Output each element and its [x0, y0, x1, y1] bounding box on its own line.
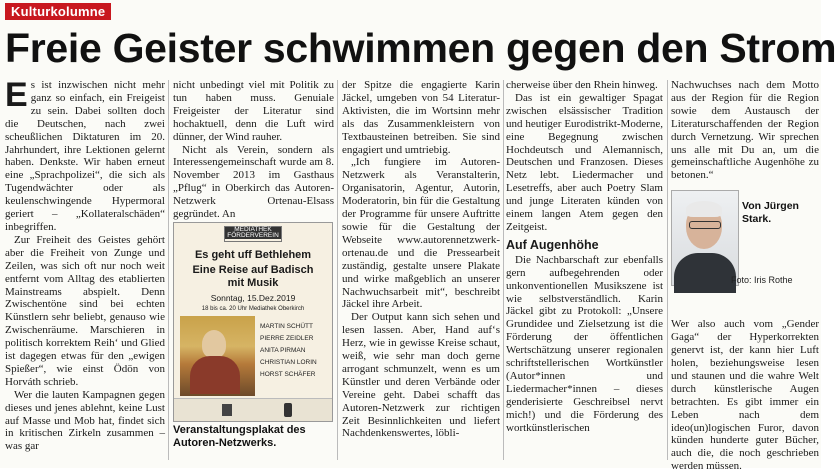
paragraph: Der Output kann sich sehen und lesen lassen. Aber, Hand auf‘s Herz, wie in gewisse Kreise schaut, weiß, wie sehr man doch gerne arrogant schmunzelt, wenn es um Künstler und deren Verbände oder Vereine geht. Dabei schafft das Autoren-Netzwerk zur richtigen Zeit Besinnlichkeiten und liefert Nachdenkenswertes, löbli- — [342, 311, 500, 440]
paragraph: Wer die lauten Kampagnen gegen dieses und jenes ablehnt, keine Lust auf Masse und Mob hat, findet sich in kritischen Zirkeln zusammen – was gar — [5, 388, 165, 453]
subheading: Auf Augenhöhe — [506, 237, 599, 252]
column-divider — [168, 80, 169, 460]
paragraph: Zur Freiheit des Geistes gehört aber die Freiheit von Zunge und Zeilen, was sich oft nur noch weit entfernt vom Alltag des etablierten Mainstreams abspielt. Denn Zwischentöne sind bei echten Künstlern sehr beliebt, genauso wie Zwischenräume. Marschieren in politisch korrektem Reih‘ und Glied ist dagegen etwas für den „ewigen Spießer“, wie einst Ödön von Horváth schrieb. — [5, 233, 165, 388]
author-portrait-photo — [671, 190, 739, 286]
paragraph: Das ist ein gewaltiger Spagat zwischen elsässischer Tradition und heutiger Eurodistrikt-Moderne, eine Begegnung zwischen Hochdeutsch und Alemannisch, Deutschen und Franzosen. Dieses Netz lebt. Liedermacher und Lesetreffs, aber auch Poetry Slam und junge Literaten künden von einem langen Atem gegen den Zeitgeist. — [506, 91, 663, 233]
portrait-hair — [686, 201, 722, 217]
paragraph: nicht unbedingt viel mit Politik zu tun haben muss. Genuiale Freigeister der Literatur sind hochaktuell, denn die Luft wird dünner, der Wind rauher. — [173, 79, 334, 143]
poster-date: Sonntag, 15.Dez.2019 — [210, 293, 296, 303]
poster-time: 18 bis ca. 20 Uhr Mediathek Oberkirch — [201, 306, 305, 312]
paragraph-text: s ist inzwischen nicht mehr ganz so einfach, ein Freigeist zu sein. Dabei sollten doch die Deutschen, nach zwei scheußlichen Diktaturen im 20. Jahrhundert, ihre Lektionen gelernt haben. Denkste. Wir haben erneut eine „Sprachpolizei“, die sich als Tugendwächter oder als keulenschwingende Hypermoral geriert – „Kollateralschäden“ inbegriffen. — [5, 79, 165, 233]
photo-credit: Foto: Iris Rothe — [731, 275, 793, 285]
poster-title-line-3: mit Musik — [227, 277, 279, 289]
poster-footer — [174, 398, 332, 421]
mediathek-logo — [224, 226, 282, 242]
paragraph: Nicht als Verein, sondern als Interessengemeinschaft wurde am 8. November 2013 im Gasthaus „Pflug“ in Oberkirch das Autoren-Netzwerk Ortenau-Elsass gegründet. An — [173, 143, 334, 221]
performer-name: HORST SCHÄFER — [260, 371, 316, 378]
article-column-4 — [506, 79, 663, 465]
poster-photo — [180, 316, 255, 396]
event-poster-image — [173, 222, 333, 422]
paragraph: „Ich fungiere im Autoren-Netzwerk als Veranstalterin, Organisatorin, Agentur, Autorin, Moderatorin, bin für die Gestaltung der Programme für unsere Auftritte sowie für die Gestaltung der Webseite www.autorennetzwerk-ortenau.de und die Pressearbeit zuständig, gestalte unsere Plakate und wirke maßgeblich an unserer Nachwuchsarbeit mit“, beschreibt Jäckel ihre Arbeit. — [342, 156, 500, 311]
section-label: Kulturkolumne — [5, 3, 111, 20]
column-divider — [503, 80, 504, 460]
author-byline: Von Jürgen Stark. — [742, 200, 799, 225]
drop-cap: E — [5, 76, 28, 114]
portrait-shoulders — [674, 253, 736, 293]
poster-title-line-2: Eine Reise auf Badisch — [192, 264, 314, 276]
paragraph: Wer also auch vom „Gender Gaga“ der Hyperkorrekten genervt ist, der kann hier Luft holen, beziehungsweise lesen und staunen und die wahre Welt durch künstlerische Augen betrachten. Es gibt immer ein Leben nach dem ideo(un)logischen Furor, davon künden hunderte guter Bücher, auch die, die noch geschrieben werden müssen. — [671, 318, 819, 473]
poster-caption: Veranstaltungsplakat des Autoren-Netzwerks. — [173, 424, 306, 449]
logo-text-top: MEDIATHEK — [225, 227, 281, 233]
performer-name: PIERRE ZEIDLER — [260, 335, 314, 342]
column-divider — [337, 80, 338, 460]
headline: Freie Geister schwimmen gegen den Strom — [5, 25, 836, 71]
article-column-1 — [5, 76, 165, 465]
paragraph: der Spitze die engagierte Karin Jäckel, umgeben von 54 Literatur-Aktivisten, die im Wortsinn mehr als das Zusammenkleistern von Textbausteinen betreiben. Sie sind engagiert und umtriebig. — [342, 79, 500, 156]
performer-name: CHRISTIAN LORIN — [260, 359, 317, 366]
portrait-glasses — [689, 221, 721, 229]
paragraph: cherweise über den Rhein hinweg. — [506, 79, 658, 91]
poster-title-line-1: Es geht uff Bethlehem — [194, 249, 312, 261]
performer-name: MARTIN SCHÜTT — [260, 323, 313, 330]
article-column-3 — [342, 79, 500, 465]
paragraph — [5, 76, 165, 234]
logo-text-bottom: FÖRDERVEREIN — [225, 233, 281, 239]
paragraph: Die Nachbarschaft zur ebenfalls gern aufbegehrenden oder unkonventionellen Musikszene ist wie selbstverständlich. Karin Jäckel gibt zu Protokoll: „Unsere Grundidee und Zielsetzung ist die Förderung der öffentlichen Wertschätzung unserer regionalen schriftstellerischen Wortkünstler (Autor*innen und Liedermacher*innen – dieses genderisierte Geschreibsel nervt mich!) und die Förderung des wortkünstlerischen — [506, 253, 663, 434]
poster-performer-list — [260, 321, 317, 381]
performer-name: ANITA PIRMAN — [260, 347, 306, 354]
paragraph: Nachwuchses nach dem Motto aus der Region für die Region sowie dem Austausch der Literaturschaffenden der Region durch Vernetzung. Wir sprechen uns alle mit Du an, um die gemeinschaftliche Augenhöhe zu betonen.“ — [671, 79, 819, 182]
column-divider — [667, 80, 668, 460]
